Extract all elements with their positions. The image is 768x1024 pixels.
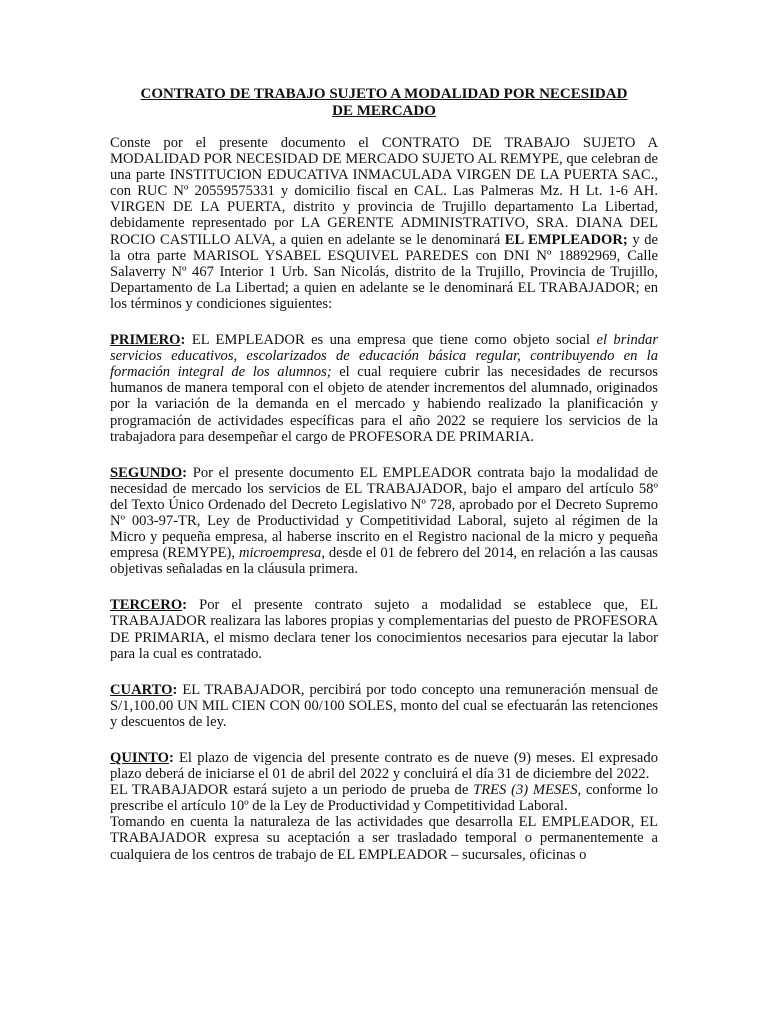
social-object: el brindar servicios educativos, escolarizados de educación básica regular, contribuyendo en la formación integral de los alumnos;	[110, 332, 659, 381]
transfer-paragraph: Tomando en cuenta la naturaleza de las actividades que desarrolla EL EMPLEADOR, EL TRABAJADOR expresa su aceptación a ser trasladado temporal o permanentemente a cualquiera de los centros de trabajo de EL EMPLEADOR – sucursales, oficinas o	[110, 814, 658, 863]
document-body	[110, 135, 658, 863]
empleador-term: EL EMPLEADOR;	[504, 231, 628, 248]
clause-quinto: QUINTO: El plazo de vigencia del presente contrato es de nueve (9) meses. El expresado plazo deberá de iniciarse el 01 de abril del 2022 y concluirá el día 31 de diciembre del 2022.	[110, 750, 658, 783]
clause-primero: PRIMERO: EL EMPLEADOR es una empresa que tiene como objeto social el brindar servicios educativos, escolarizados de educación básica regular, contribuyendo en la formación integral de los alumnos; el cual requiere cubrir las necesidades de recursos humanos de manera temporal con el objeto de atender incrementos del alumnado, originados por la variación de la demanda en el mercado y habiendo realizado la planificación y programación de actividades específicas para el año 2022 se requiere los servicios de la trabajadora para desempeñar el cargo de PROFESORA DE PRIMARIA.	[110, 332, 659, 445]
clause-label: QUINTO	[110, 750, 169, 766]
clause-segundo: SEGUNDO: Por el presente documento EL EMPLEADOR contrata bajo la modalidad de necesidad de mercado los servicios de EL TRABAJADOR, bajo el amparo del artículo 58º del Texto Único Ordenado del Decreto Legislativo Nº 728, aprobado por el Decreto Supremo Nº 003-97-TR, Ley de Productividad y Competitividad Laboral, sujeto al régimen de la Micro y pequeña empresa, al haberse inscrito en el Registro nacional de la micro y pequeña empresa (REMYPE), microempresa, desde el 01 de febrero del 2014, en relación a las causas objetivas señaladas en la cláusula primera.	[110, 464, 658, 578]
probation-paragraph: EL TRABAJADOR estará sujeto a un periodo de prueba de TRES (3) MESES, conforme lo prescribe el artículo 10º de la Ley de Productividad y Competitividad Laboral.	[110, 782, 658, 815]
clause-tercero: TERCERO: Por el presente contrato sujeto a modalidad se establece que, EL TRABAJADOR realizara las labores propias y complementarias del puesto de PROFESORA DE PRIMARIA, el mismo declara tener los conocimientos necesarios para ejecutar la labor para la cual es contratado.	[110, 597, 658, 662]
title-line-2: DE MERCADO	[332, 103, 436, 119]
title-line-1: CONTRATO DE TRABAJO SUJETO A MODALIDAD POR NECESIDAD	[140, 86, 628, 102]
intro-paragraph: Conste por el presente documento el CONTRATO DE TRABAJO SUJETO A MODALIDAD POR NECESIDAD DE MERCADO SUJETO AL REMYPE, que celebran de una parte INSTITUCION EDUCATIVA INMACULADA VIRGEN DE LA PUERTA SAC., con RUC Nº 20559575331 y domicilio fiscal en CAL. Las Palmeras Mz. H Lt. 1-6 AH. VIRGEN DE LA PUERTA, distrito y provincia de Trujillo departamento La Libertad, debidamente representado por LA GERENTE ADMINISTRATIVO, SRA. DIANA DEL ROCIO CASTILLO ALVA, a quien en adelante se le denominará EL EMPLEADOR; y de la otra parte MARISOL YSABEL ESQUIVEL PAREDES con DNI Nº 18892969, Calle Salaverry Nº 467 Interior 1 Urb. San Nicolás, distrito de la Trujillo, Provincia de Trujillo, Departamento de La Libertad; a quien en adelante se le denominará EL TRABAJADOR; en los términos y condiciones siguientes:	[110, 135, 659, 312]
document-title	[110, 86, 658, 120]
clause-cuarto: CUARTO: EL TRABAJADOR, percibirá por todo concepto una remuneración mensual de S/1,100.00 UN MIL CIEN CON 00/100 SOLES, monto del cual se efectuarán las retenciones y descuentos de ley.	[110, 681, 658, 730]
clause-label: TERCERO	[110, 597, 183, 614]
clause-label: SEGUNDO	[110, 464, 183, 481]
clause-label: CUARTO	[110, 681, 173, 698]
clause-label: PRIMERO	[110, 332, 181, 349]
